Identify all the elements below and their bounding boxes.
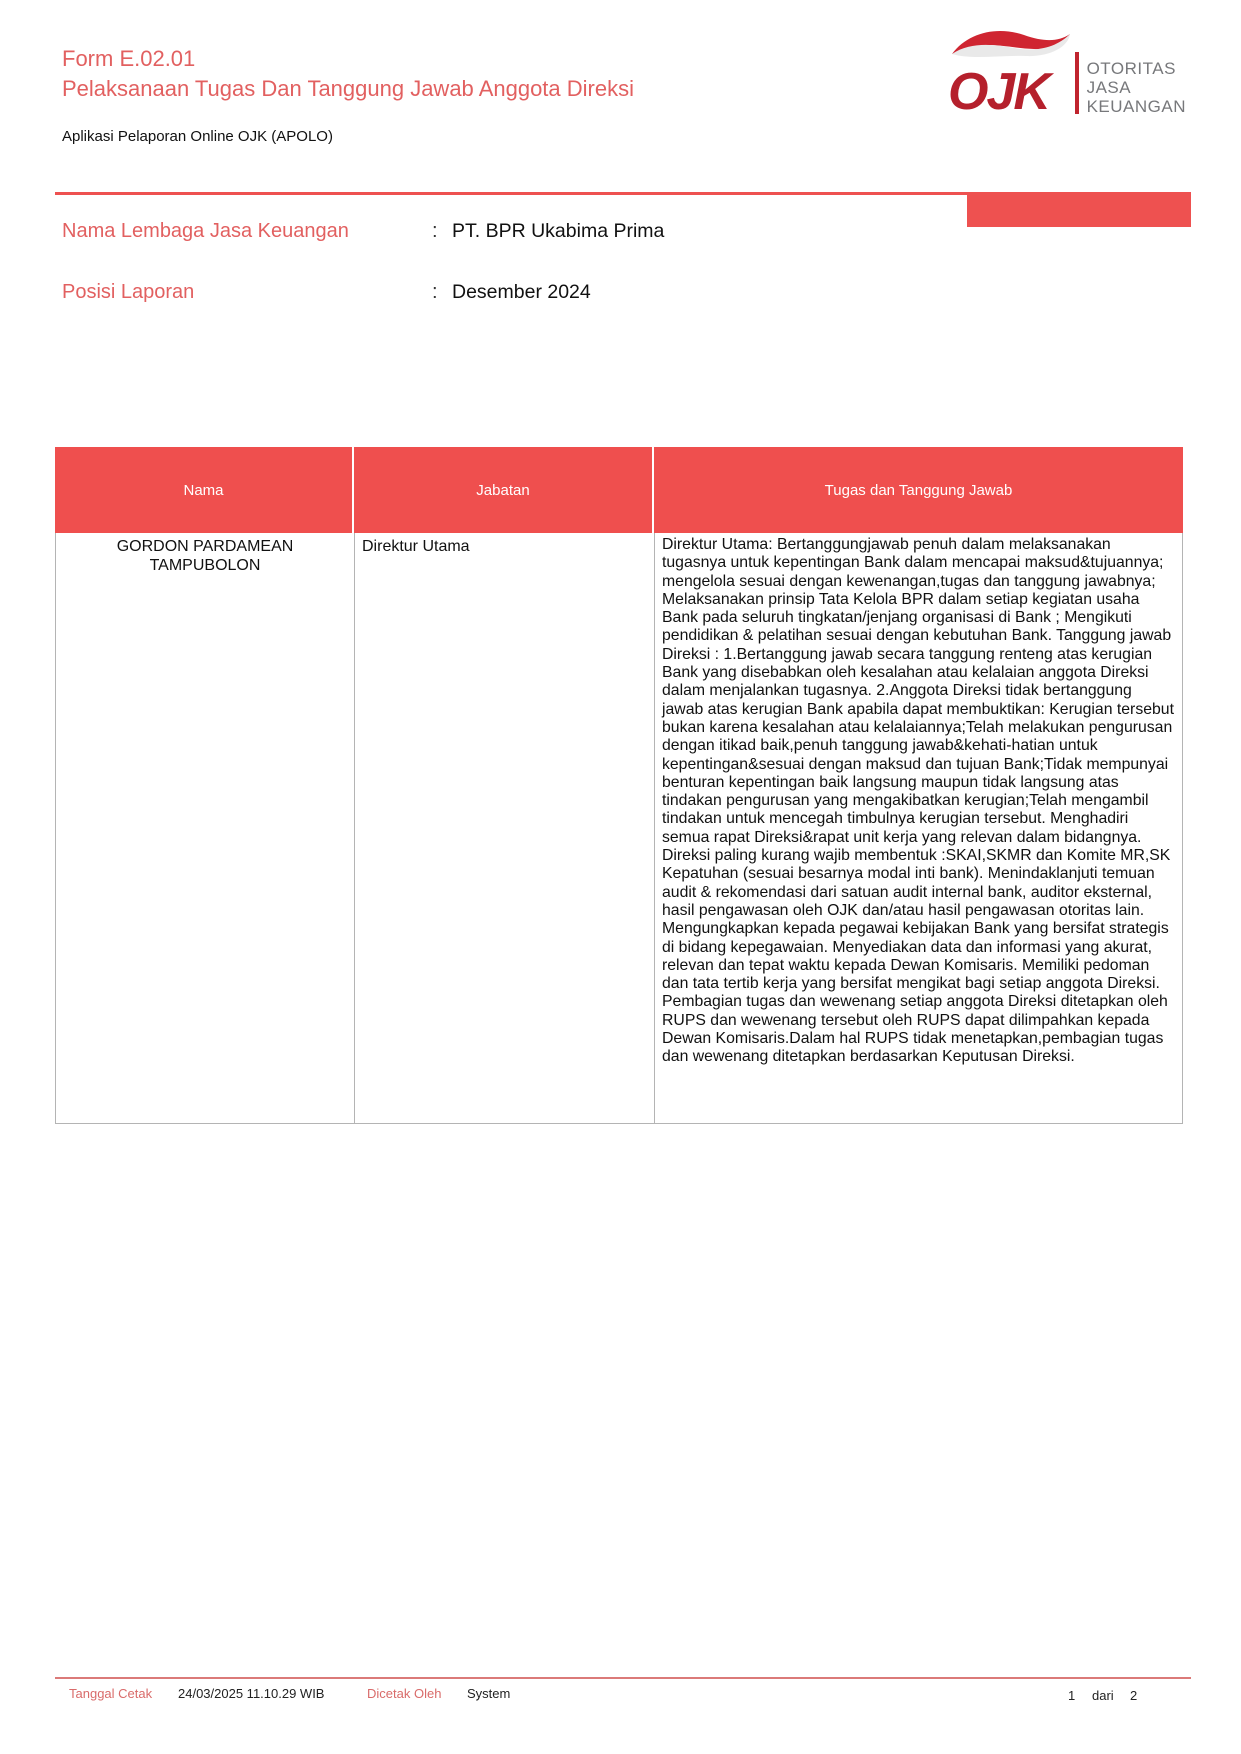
print-date-value: 24/03/2025 11.10.29 WIB — [178, 1686, 325, 1701]
lembaga-value: PT. BPR Ukabima Prima — [452, 220, 665, 242]
ojk-logo — [946, 28, 1186, 120]
printed-by-label: Dicetak Oleh — [367, 1686, 442, 1701]
ojk-logo-text: OJK — [948, 63, 1049, 121]
column-header-nama: Nama — [55, 447, 354, 533]
title-block — [62, 44, 634, 104]
logo-org-line-3: KEUANGAN — [1086, 97, 1186, 116]
flag-wave-icon — [946, 28, 1074, 68]
page-of-word: dari — [1092, 1688, 1114, 1703]
column-header-jabatan: Jabatan — [354, 447, 654, 533]
cell-tugas: Direktur Utama: Bertanggungjawab penuh dalam melaksanakan tugasnya untuk kepentingan Bank dalam mencapai maksud&tujuannya; mengelola sesuai dengan kewenangan,tugas dan tanggung jawabnya; Melaksanakan prinsip Tata Kelola BPR dalam setiap kegiatan usaha Bank pada seluruh tingkatan/jenjang organisasi di Bank ; Mengikuti pendidikan & pelatihan sesuai dengan kebutuhan Bank. Tanggung jawab Direksi : 1.Bertanggung jawab secara tanggung renteng atas kerugian Bank yang disebabkan oleh kesalahan atau kelalaian anggota Direksi dalam menjalankan tugasnya. 2.Anggota Direksi tidak bertanggung jawab atas kerugian Bank apabila dapat membuktikan: Kerugian tersebut bukan karena kesalahan atau kelalaiannya;Telah melakukan pengurusan dengan itikad baik,penuh tanggung jawab&kehati-hatian untuk kepentingan&sesuai dengan maksud dan tujuan Bank;Tidak mempunyai benturan kepentingan baik langsung maupun tidak langsung atas tindakan pengurusan yang mengakibatkan kerugian;Telah mengambil tindakan untuk mencegah timbulnya kerugian tersebut. Menghadiri semua rapat Direksi&rapat unit kerja yang relevan dalam bidangnya. Direksi paling kurang wajib membentuk :SKAI,SKMR dan Komite MR,SK Kepatuhan (sesuai besarnya modal inti bank). Menindaklanjuti temuan audit & rekomendasi dari satuan audit internal bank, auditor eksternal, hasil pengawasan oleh OJK dan/atau hasil pengawasan otoritas lain. Mengungkapkan kepada pegawai kebijakan Bank yang bersifat strategis di bidang kepegawaian. Menyediakan data dan informasi yang akurat, relevan dan tepat waktu kepada Dewan Komisaris. Memiliki pedoman dan tata tertib kerja yang bersifat mengikat bagi setiap anggota Direksi. Pembagian tugas dan wewenang setiap anggota Direksi ditetapkan oleh RUPS dan wewenang tersebut oleh RUPS dapat dilimpahkan kepada Dewan Komisaris.Dalam hal RUPS tidak menetapkan,pembagian tugas dan wewenang ditetapkan berdasarkan Keputusan Direksi. — [662, 536, 1174, 1066]
footer — [0, 1686, 1241, 1710]
logo-org-line-1: OTORITAS — [1086, 59, 1176, 78]
header-accent-block — [967, 195, 1191, 227]
page-number: 1 — [1068, 1688, 1076, 1703]
lembaga-label: Nama Lembaga Jasa Keuangan — [62, 220, 349, 242]
app-name: Aplikasi Pelaporan Online OJK (APOLO) — [62, 128, 333, 145]
table-header-row — [55, 447, 1183, 533]
lembaga-colon: : — [432, 220, 438, 242]
posisi-colon: : — [432, 281, 438, 303]
info-row-lembaga — [62, 220, 962, 248]
page-title: Pelaksanaan Tugas Dan Tanggung Jawab Anggota Direksi — [62, 76, 634, 101]
cell-jabatan: Direktur Utama — [355, 533, 655, 1123]
info-row-posisi — [62, 281, 962, 309]
posisi-label: Posisi Laporan — [62, 281, 195, 303]
cell-nama: GORDON PARDAMEAN TAMPUBOLON — [56, 533, 355, 1123]
printed-by-value: System — [467, 1686, 511, 1701]
print-date-label: Tanggal Cetak — [69, 1686, 153, 1701]
column-header-tugas: Tugas dan Tanggung Jawab — [824, 481, 1013, 499]
logo-org-name — [1087, 59, 1186, 120]
logo-org-line-2: JASA — [1086, 78, 1132, 97]
form-code: Form E.02.01 — [62, 46, 196, 71]
footer-rule — [55, 1677, 1191, 1679]
logo-divider — [1075, 52, 1079, 114]
page-total: 2 — [1130, 1688, 1138, 1703]
posisi-value: Desember 2024 — [452, 281, 591, 303]
ojk-logo-mark — [946, 28, 1069, 120]
report-table — [55, 447, 1183, 1124]
table-row — [55, 533, 1183, 1124]
